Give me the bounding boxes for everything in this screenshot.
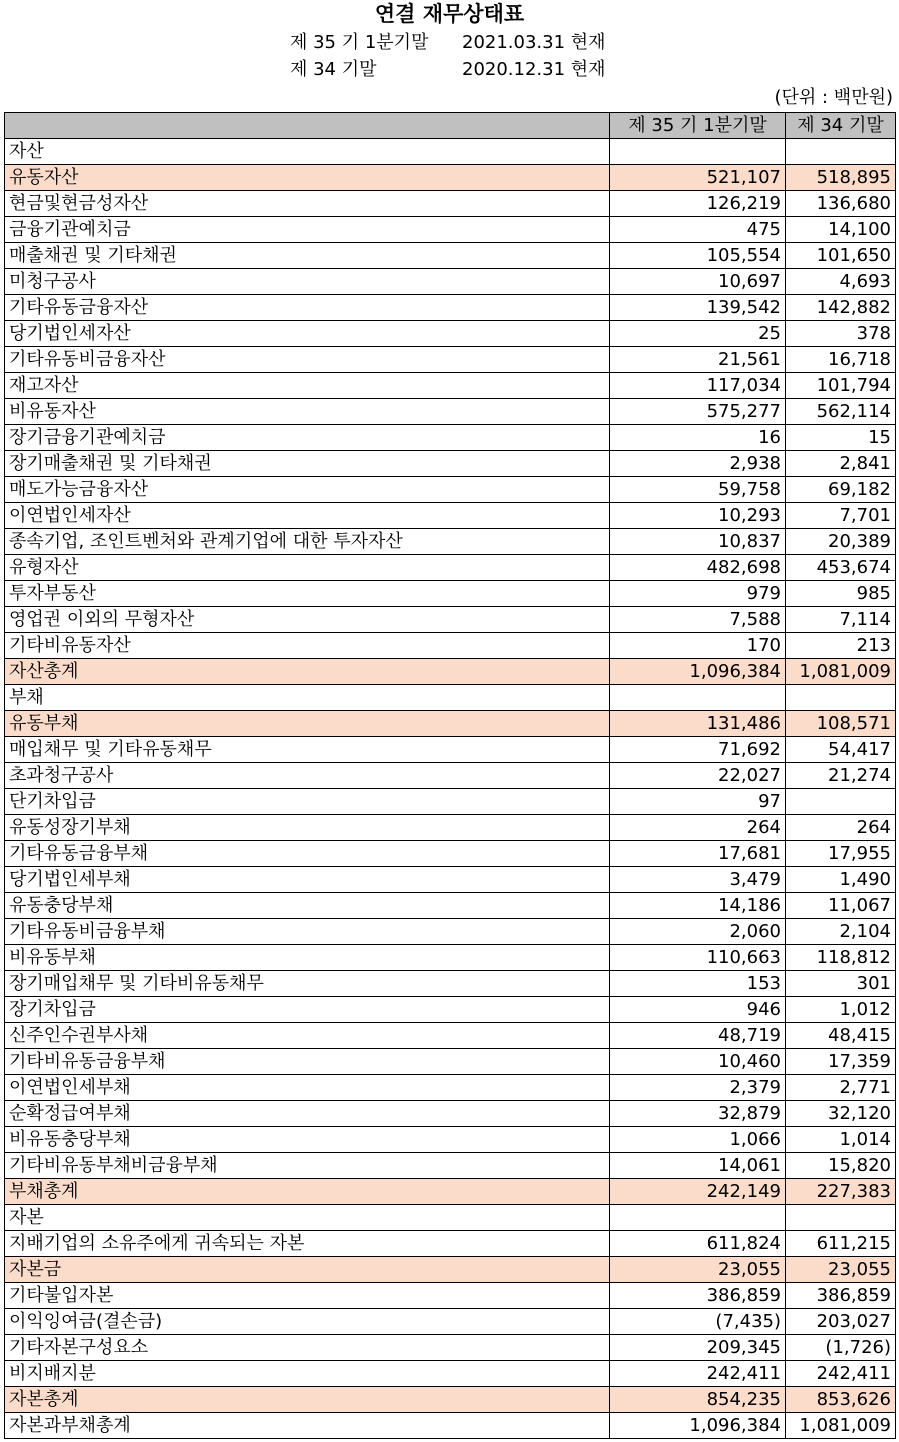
prior-period-value: 2,104 [786,919,896,945]
table-row [5,373,896,399]
prior-period-value [786,1205,896,1231]
header-current-period: 제 35 기 1분기말 [610,113,786,139]
table-row [5,269,896,295]
account-name: 유동부채 [5,711,610,737]
current-period-value: 611,824 [610,1231,786,1257]
prior-period-value: 213 [786,633,896,659]
account-name: 장기매입채무 및 기타비유동채무 [5,971,610,997]
current-period-value: 2,379 [610,1075,786,1101]
table-row [5,633,896,659]
account-name: 이익잉여금(결손금) [5,1309,610,1335]
prior-period-value: 1,014 [786,1127,896,1153]
prior-period-value: 136,680 [786,191,896,217]
prior-period-value: 386,859 [786,1283,896,1309]
account-name: 유형자산 [5,555,610,581]
table-row [5,1153,896,1179]
current-period-value: 386,859 [610,1283,786,1309]
account-name: 부채총계 [5,1179,610,1205]
current-period-value: 110,663 [610,945,786,971]
current-period-value: 25 [610,321,786,347]
current-period-value: 14,186 [610,893,786,919]
current-period-value: (7,435) [610,1309,786,1335]
prior-period-value: 2,771 [786,1075,896,1101]
table-row [5,763,896,789]
account-name: 현금및현금성자산 [5,191,610,217]
account-name: 기타비유동자산 [5,633,610,659]
table-row [5,1413,896,1439]
prior-period-value: 611,215 [786,1231,896,1257]
account-name: 매출채권 및 기타채권 [5,243,610,269]
unit-label: (단위 : 백만원) [774,87,893,108]
table-row [5,399,896,425]
account-name: 신주인수권부사채 [5,1023,610,1049]
prior-period-value: 14,100 [786,217,896,243]
account-name: 비유동자산 [5,399,610,425]
account-name: 기타비유동금융부채 [5,1049,610,1075]
table-row [5,191,896,217]
current-period-value: 1,066 [610,1127,786,1153]
current-period-value: 475 [610,217,786,243]
prior-period-value: 54,417 [786,737,896,763]
account-name: 지배기업의 소유주에게 귀속되는 자본 [5,1231,610,1257]
current-period-value: 3,479 [610,867,786,893]
current-period-value: 1,096,384 [610,659,786,685]
prior-period-value: 301 [786,971,896,997]
balance-sheet-table [4,112,896,1439]
table-row [5,841,896,867]
current-period-value: 16 [610,425,786,451]
prior-period-value: 1,081,009 [786,1413,896,1439]
table-row [5,1335,896,1361]
current-period-value: 126,219 [610,191,786,217]
current-period-value: 1,096,384 [610,1413,786,1439]
prior-period-value: 264 [786,815,896,841]
prior-period-value: 378 [786,321,896,347]
account-name: 금융기관예치금 [5,217,610,243]
prior-period-value: 853,626 [786,1387,896,1413]
current-period-value [610,1205,786,1231]
current-period-value: 854,235 [610,1387,786,1413]
current-period-value: 7,588 [610,607,786,633]
current-period-value: 105,554 [610,243,786,269]
account-name: 매도가능금융자산 [5,477,610,503]
prior-period-value: 16,718 [786,347,896,373]
prior-period-value: 2,841 [786,451,896,477]
prior-period-value: 17,359 [786,1049,896,1075]
table-row [5,1231,896,1257]
account-name: 당기법인세부채 [5,867,610,893]
account-name: 기타자본구성요소 [5,1335,610,1361]
account-name: 기타유동비금융부채 [5,919,610,945]
current-period-value: 97 [610,789,786,815]
current-period-value: 10,837 [610,529,786,555]
account-name: 이연법인세부채 [5,1075,610,1101]
current-period-value: 139,542 [610,295,786,321]
table-row [5,217,896,243]
table-row [5,659,896,685]
prior-period-value: 23,055 [786,1257,896,1283]
prior-period-value: 518,895 [786,165,896,191]
prior-period-value: 118,812 [786,945,896,971]
table-row [5,1257,896,1283]
current-period-value: 2,938 [610,451,786,477]
prior-period-value: 15 [786,425,896,451]
prior-period-value: 242,411 [786,1361,896,1387]
prior-period-value: 227,383 [786,1179,896,1205]
table-row [5,1205,896,1231]
prior-period-value [786,685,896,711]
account-name: 장기금융기관예치금 [5,425,610,451]
current-period-value: 22,027 [610,763,786,789]
period-current-date: 2021.03.31 현재 [462,32,606,53]
account-name: 유동자산 [5,165,610,191]
current-period-value: 242,149 [610,1179,786,1205]
current-period-value: 170 [610,633,786,659]
account-name: 매입채무 및 기타유동채무 [5,737,610,763]
prior-period-value: 7,701 [786,503,896,529]
account-name: 기타유동금융부채 [5,841,610,867]
prior-period-value: 1,490 [786,867,896,893]
current-period-value [610,139,786,165]
prior-period-value: (1,726) [786,1335,896,1361]
table-row [5,1309,896,1335]
current-period-value: 23,055 [610,1257,786,1283]
account-name: 기타유동비금융자산 [5,347,610,373]
current-period-value: 946 [610,997,786,1023]
account-name: 유동충당부채 [5,893,610,919]
table-row [5,971,896,997]
account-name: 기타유동금융자산 [5,295,610,321]
table-row [5,1101,896,1127]
table-row [5,295,896,321]
account-name: 비유동충당부채 [5,1127,610,1153]
account-name: 자본 [5,1205,610,1231]
table-row [5,321,896,347]
table-row [5,451,896,477]
prior-period-value: 101,794 [786,373,896,399]
period-current-label: 제 35 기 1분기말 [290,32,429,53]
table-row [5,789,896,815]
table-row [5,347,896,373]
table-row [5,425,896,451]
account-name: 단기차입금 [5,789,610,815]
table-row [5,737,896,763]
prior-period-value: 203,027 [786,1309,896,1335]
account-name: 장기차입금 [5,997,610,1023]
current-period-value [610,685,786,711]
current-period-value: 10,697 [610,269,786,295]
current-period-value: 32,879 [610,1101,786,1127]
prior-period-value: 985 [786,581,896,607]
prior-period-value: 108,571 [786,711,896,737]
account-name: 자산 [5,139,610,165]
account-name: 장기매출채권 및 기타채권 [5,451,610,477]
table-row [5,243,896,269]
current-period-value: 153 [610,971,786,997]
prior-period-value: 142,882 [786,295,896,321]
current-period-value: 979 [610,581,786,607]
account-name: 당기법인세자산 [5,321,610,347]
account-name: 기타불입자본 [5,1283,610,1309]
table-row [5,529,896,555]
table-row [5,1127,896,1153]
table-row [5,1049,896,1075]
table-row [5,867,896,893]
table-row [5,945,896,971]
account-name: 유동성장기부채 [5,815,610,841]
account-name: 종속기업, 조인트벤처와 관계기업에 대한 투자자산 [5,529,610,555]
account-name: 비지배지분 [5,1361,610,1387]
account-name: 자본총계 [5,1387,610,1413]
current-period-value: 10,293 [610,503,786,529]
table-row [5,711,896,737]
current-period-value: 14,061 [610,1153,786,1179]
table-row [5,1075,896,1101]
current-period-value: 521,107 [610,165,786,191]
account-name: 부채 [5,685,610,711]
current-period-value: 10,460 [610,1049,786,1075]
table-row [5,893,896,919]
period-prior-label: 제 34 기말 [290,59,377,80]
prior-period-value: 11,067 [786,893,896,919]
account-name: 재고자산 [5,373,610,399]
prior-period-value [786,789,896,815]
prior-period-value: 453,674 [786,555,896,581]
account-name: 영업권 이외의 무형자산 [5,607,610,633]
account-name: 자본과부채총계 [5,1413,610,1439]
table-row [5,555,896,581]
current-period-value: 575,277 [610,399,786,425]
prior-period-value: 1,081,009 [786,659,896,685]
table-row [5,503,896,529]
current-period-value: 131,486 [610,711,786,737]
prior-period-value: 101,650 [786,243,896,269]
table-row [5,1283,896,1309]
account-name: 기타비유동부채비금융부채 [5,1153,610,1179]
prior-period-value: 48,415 [786,1023,896,1049]
prior-period-value: 20,389 [786,529,896,555]
prior-period-value: 4,693 [786,269,896,295]
prior-period-value: 32,120 [786,1101,896,1127]
prior-period-value: 69,182 [786,477,896,503]
table-row [5,685,896,711]
table-row [5,607,896,633]
table-row [5,165,896,191]
table-row [5,581,896,607]
current-period-value: 117,034 [610,373,786,399]
table-row [5,139,896,165]
table-row [5,997,896,1023]
account-name: 미청구공사 [5,269,610,295]
prior-period-value: 7,114 [786,607,896,633]
account-name: 투자부동산 [5,581,610,607]
statement-title: 연결 재무상태표 [374,2,525,26]
table-row [5,1361,896,1387]
table-row [5,919,896,945]
period-prior-date: 2020.12.31 현재 [462,59,606,80]
table-row [5,1387,896,1413]
current-period-value: 21,561 [610,347,786,373]
prior-period-value: 21,274 [786,763,896,789]
table-row [5,1179,896,1205]
prior-period-value: 1,012 [786,997,896,1023]
current-period-value: 242,411 [610,1361,786,1387]
current-period-value: 17,681 [610,841,786,867]
table-row [5,815,896,841]
current-period-value: 48,719 [610,1023,786,1049]
header-prior-period: 제 34 기말 [786,113,896,139]
current-period-value: 209,345 [610,1335,786,1361]
account-name: 비유동부채 [5,945,610,971]
current-period-value: 482,698 [610,555,786,581]
account-name: 자본금 [5,1257,610,1283]
account-name: 자산총계 [5,659,610,685]
current-period-value: 264 [610,815,786,841]
prior-period-value [786,139,896,165]
prior-period-value: 562,114 [786,399,896,425]
header-account [5,113,610,139]
table-row [5,1023,896,1049]
prior-period-value: 17,955 [786,841,896,867]
prior-period-value: 15,820 [786,1153,896,1179]
account-name: 초과청구공사 [5,763,610,789]
current-period-value: 71,692 [610,737,786,763]
account-name: 이연법인세자산 [5,503,610,529]
current-period-value: 2,060 [610,919,786,945]
account-name: 순확정급여부채 [5,1101,610,1127]
current-period-value: 59,758 [610,477,786,503]
table-header-row [5,113,896,139]
table-row [5,477,896,503]
